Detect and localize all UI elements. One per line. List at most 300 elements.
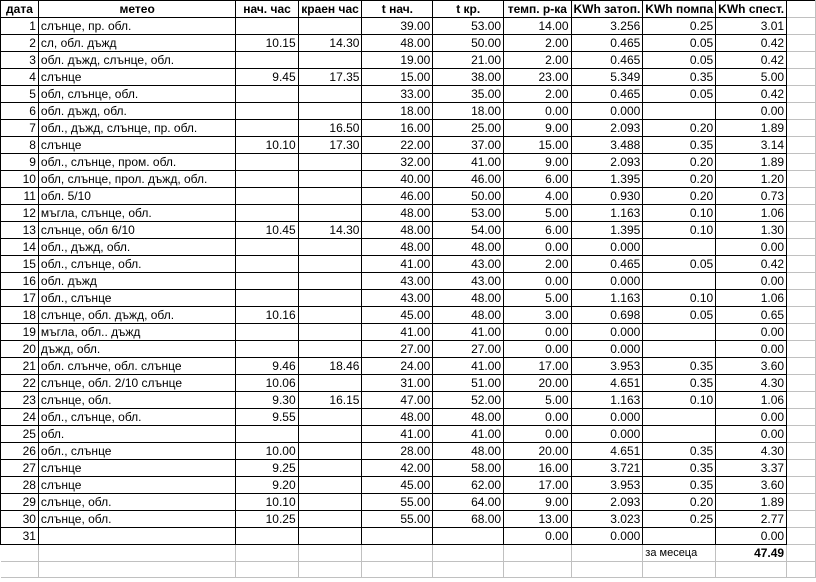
cell-kwh-saved[interactable]: 0.00 xyxy=(716,239,787,256)
cell-date[interactable]: 30 xyxy=(1,511,39,528)
cell-kwh-pump[interactable]: 0.05 xyxy=(643,307,716,324)
cell-t-start[interactable]: 46.00 xyxy=(362,188,433,205)
cell-t-end[interactable]: 43.00 xyxy=(433,256,504,273)
cell-kwh-saved[interactable]: 1.06 xyxy=(716,205,787,222)
empty-cell[interactable] xyxy=(643,562,716,578)
cell-end-time[interactable] xyxy=(298,460,362,477)
cell-end-time[interactable] xyxy=(298,494,362,511)
cell-kwh-heated[interactable]: 2.093 xyxy=(571,154,643,171)
empty-cell[interactable] xyxy=(787,307,816,324)
empty-cell[interactable] xyxy=(787,358,816,375)
cell-t-end[interactable]: 48.00 xyxy=(433,443,504,460)
cell-kwh-pump[interactable]: 0.10 xyxy=(643,290,716,307)
cell-kwh-saved[interactable]: 3.37 xyxy=(716,460,787,477)
empty-cell[interactable] xyxy=(571,562,643,578)
cell-kwh-saved[interactable]: 0.42 xyxy=(716,86,787,103)
header-cell-kwh-pump[interactable]: KWh помпа xyxy=(643,1,716,18)
cell-start-time[interactable] xyxy=(236,341,298,358)
cell-temp-diff[interactable]: 16.00 xyxy=(504,460,571,477)
cell-start-time[interactable] xyxy=(236,273,298,290)
cell-t-end[interactable] xyxy=(433,528,504,545)
cell-t-end[interactable]: 41.00 xyxy=(433,358,504,375)
cell-t-start[interactable]: 40.00 xyxy=(362,171,433,188)
cell-date[interactable]: 20 xyxy=(1,341,39,358)
cell-date[interactable]: 11 xyxy=(1,188,39,205)
cell-t-end[interactable]: 37.00 xyxy=(433,137,504,154)
cell-kwh-saved[interactable]: 0.00 xyxy=(716,103,787,120)
cell-kwh-heated[interactable]: 0.000 xyxy=(571,341,643,358)
cell-weather[interactable]: обл., слънце, обл. xyxy=(38,256,235,273)
cell-kwh-heated[interactable]: 1.163 xyxy=(571,392,643,409)
empty-cell[interactable] xyxy=(787,205,816,222)
cell-kwh-saved[interactable]: 0.00 xyxy=(716,426,787,443)
cell-end-time[interactable]: 17.30 xyxy=(298,137,362,154)
empty-cell[interactable] xyxy=(787,239,816,256)
empty-cell[interactable] xyxy=(787,392,816,409)
cell-start-time[interactable]: 10.45 xyxy=(236,222,298,239)
cell-kwh-saved[interactable]: 0.42 xyxy=(716,256,787,273)
cell-kwh-pump[interactable]: 0.05 xyxy=(643,35,716,52)
empty-cell[interactable] xyxy=(787,426,816,443)
cell-t-end[interactable]: 18.00 xyxy=(433,103,504,120)
cell-weather[interactable]: обл. слънче, обл. слънце xyxy=(38,358,235,375)
empty-cell[interactable] xyxy=(787,1,816,18)
cell-temp-diff[interactable]: 15.00 xyxy=(504,137,571,154)
cell-kwh-heated[interactable]: 0.000 xyxy=(571,409,643,426)
cell-start-time[interactable] xyxy=(236,171,298,188)
header-cell-end-time[interactable]: краен час xyxy=(298,1,362,18)
cell-temp-diff[interactable]: 9.00 xyxy=(504,494,571,511)
total-label[interactable]: за месеца xyxy=(643,545,716,562)
empty-cell[interactable] xyxy=(787,494,816,511)
cell-temp-diff[interactable]: 0.00 xyxy=(504,239,571,256)
cell-weather[interactable]: обл, слънце, прол. дъжд, обл. xyxy=(38,171,235,188)
empty-cell[interactable] xyxy=(787,545,816,562)
cell-t-start[interactable]: 48.00 xyxy=(362,205,433,222)
cell-date[interactable]: 15 xyxy=(1,256,39,273)
cell-t-start[interactable]: 48.00 xyxy=(362,35,433,52)
empty-cell[interactable] xyxy=(433,545,504,562)
cell-t-start[interactable]: 48.00 xyxy=(362,409,433,426)
cell-date[interactable]: 29 xyxy=(1,494,39,511)
cell-kwh-saved[interactable]: 0.00 xyxy=(716,528,787,545)
cell-end-time[interactable] xyxy=(298,409,362,426)
cell-kwh-pump[interactable]: 0.10 xyxy=(643,222,716,239)
cell-weather[interactable]: обл., слънце xyxy=(38,443,235,460)
cell-weather[interactable]: слънце, обл 6/10 xyxy=(38,222,235,239)
cell-t-start[interactable]: 24.00 xyxy=(362,358,433,375)
cell-start-time[interactable]: 9.30 xyxy=(236,392,298,409)
cell-date[interactable]: 17 xyxy=(1,290,39,307)
cell-weather[interactable]: обл. дъжд xyxy=(38,273,235,290)
cell-weather[interactable]: сл, обл. дъжд xyxy=(38,35,235,52)
cell-t-start[interactable]: 43.00 xyxy=(362,273,433,290)
cell-end-time[interactable] xyxy=(298,256,362,273)
cell-weather[interactable]: обл. дъжд, обл. xyxy=(38,103,235,120)
cell-kwh-saved[interactable]: 5.00 xyxy=(716,69,787,86)
header-cell-start-time[interactable]: нач. час xyxy=(236,1,298,18)
cell-end-time[interactable] xyxy=(298,375,362,392)
cell-weather[interactable]: слънце, обл. 2/10 слънце xyxy=(38,375,235,392)
cell-kwh-saved[interactable]: 2.77 xyxy=(716,511,787,528)
cell-weather[interactable]: обл., дъжд, слънце, пр. обл. xyxy=(38,120,235,137)
cell-start-time[interactable]: 10.06 xyxy=(236,375,298,392)
cell-t-start[interactable]: 55.00 xyxy=(362,511,433,528)
cell-temp-diff[interactable]: 0.00 xyxy=(504,273,571,290)
cell-kwh-heated[interactable]: 0.698 xyxy=(571,307,643,324)
cell-kwh-heated[interactable]: 1.163 xyxy=(571,290,643,307)
cell-kwh-heated[interactable]: 5.349 xyxy=(571,69,643,86)
cell-date[interactable]: 23 xyxy=(1,392,39,409)
cell-date[interactable]: 18 xyxy=(1,307,39,324)
cell-t-start[interactable]: 45.00 xyxy=(362,477,433,494)
cell-end-time[interactable] xyxy=(298,171,362,188)
cell-start-time[interactable] xyxy=(236,103,298,120)
cell-t-end[interactable]: 38.00 xyxy=(433,69,504,86)
cell-kwh-saved[interactable]: 3.01 xyxy=(716,18,787,35)
cell-date[interactable]: 19 xyxy=(1,324,39,341)
cell-weather[interactable]: слънце, обл. xyxy=(38,392,235,409)
cell-kwh-heated[interactable]: 3.721 xyxy=(571,460,643,477)
cell-kwh-pump[interactable]: 0.35 xyxy=(643,460,716,477)
cell-kwh-pump[interactable]: 0.35 xyxy=(643,137,716,154)
cell-temp-diff[interactable]: 0.00 xyxy=(504,103,571,120)
cell-end-time[interactable] xyxy=(298,528,362,545)
empty-cell[interactable] xyxy=(787,375,816,392)
cell-date[interactable]: 1 xyxy=(1,18,39,35)
cell-t-start[interactable]: 48.00 xyxy=(362,239,433,256)
cell-end-time[interactable] xyxy=(298,188,362,205)
cell-temp-diff[interactable]: 0.00 xyxy=(504,528,571,545)
empty-cell[interactable] xyxy=(787,324,816,341)
cell-weather[interactable]: слънце xyxy=(38,477,235,494)
cell-date[interactable]: 13 xyxy=(1,222,39,239)
cell-date[interactable]: 6 xyxy=(1,103,39,120)
empty-cell[interactable] xyxy=(716,562,787,578)
empty-cell[interactable] xyxy=(787,52,816,69)
cell-end-time[interactable] xyxy=(298,307,362,324)
cell-temp-diff[interactable]: 5.00 xyxy=(504,290,571,307)
cell-weather[interactable]: слънце xyxy=(38,137,235,154)
cell-kwh-saved[interactable]: 0.00 xyxy=(716,273,787,290)
cell-date[interactable]: 10 xyxy=(1,171,39,188)
cell-t-start[interactable]: 47.00 xyxy=(362,392,433,409)
cell-kwh-pump[interactable] xyxy=(643,239,716,256)
cell-start-time[interactable]: 9.20 xyxy=(236,477,298,494)
empty-cell[interactable] xyxy=(787,120,816,137)
cell-date[interactable]: 24 xyxy=(1,409,39,426)
cell-temp-diff[interactable]: 2.00 xyxy=(504,256,571,273)
cell-temp-diff[interactable]: 2.00 xyxy=(504,52,571,69)
cell-temp-diff[interactable]: 2.00 xyxy=(504,35,571,52)
cell-date[interactable]: 22 xyxy=(1,375,39,392)
cell-start-time[interactable]: 9.45 xyxy=(236,69,298,86)
cell-temp-diff[interactable]: 20.00 xyxy=(504,375,571,392)
cell-end-time[interactable]: 17.35 xyxy=(298,69,362,86)
cell-weather[interactable]: слънце xyxy=(38,69,235,86)
cell-date[interactable]: 2 xyxy=(1,35,39,52)
cell-kwh-heated[interactable]: 2.093 xyxy=(571,494,643,511)
empty-cell[interactable] xyxy=(787,562,816,578)
cell-end-time[interactable]: 14.30 xyxy=(298,35,362,52)
cell-kwh-saved[interactable]: 1.30 xyxy=(716,222,787,239)
cell-weather[interactable] xyxy=(38,528,235,545)
cell-t-start[interactable]: 55.00 xyxy=(362,494,433,511)
cell-kwh-pump[interactable]: 0.25 xyxy=(643,511,716,528)
cell-kwh-heated[interactable]: 3.953 xyxy=(571,477,643,494)
empty-cell[interactable] xyxy=(787,511,816,528)
total-value[interactable]: 47.49 xyxy=(716,545,787,562)
empty-cell[interactable] xyxy=(787,290,816,307)
cell-t-end[interactable]: 41.00 xyxy=(433,324,504,341)
cell-t-start[interactable]: 43.00 xyxy=(362,290,433,307)
cell-t-end[interactable]: 41.00 xyxy=(433,154,504,171)
cell-weather[interactable]: слънце, пр. обл. xyxy=(38,18,235,35)
cell-temp-diff[interactable]: 20.00 xyxy=(504,443,571,460)
cell-t-end[interactable]: 41.00 xyxy=(433,426,504,443)
cell-start-time[interactable] xyxy=(236,120,298,137)
cell-t-end[interactable]: 25.00 xyxy=(433,120,504,137)
cell-kwh-heated[interactable]: 3.023 xyxy=(571,511,643,528)
cell-kwh-pump[interactable]: 0.35 xyxy=(643,69,716,86)
cell-kwh-saved[interactable]: 0.65 xyxy=(716,307,787,324)
cell-start-time[interactable]: 10.25 xyxy=(236,511,298,528)
cell-weather[interactable]: слънце, обл. дъжд, обл. xyxy=(38,307,235,324)
cell-kwh-heated[interactable]: 3.953 xyxy=(571,358,643,375)
cell-kwh-heated[interactable]: 3.256 xyxy=(571,18,643,35)
cell-date[interactable]: 26 xyxy=(1,443,39,460)
cell-date[interactable]: 21 xyxy=(1,358,39,375)
empty-cell[interactable] xyxy=(38,545,235,562)
cell-weather[interactable]: обл, слънце, обл. xyxy=(38,86,235,103)
cell-start-time[interactable] xyxy=(236,52,298,69)
cell-kwh-pump[interactable] xyxy=(643,409,716,426)
cell-t-end[interactable]: 46.00 xyxy=(433,171,504,188)
header-cell-t-end[interactable]: t кр. xyxy=(433,1,504,18)
cell-end-time[interactable]: 18.46 xyxy=(298,358,362,375)
cell-kwh-saved[interactable]: 1.06 xyxy=(716,392,787,409)
cell-weather[interactable]: обл. xyxy=(38,426,235,443)
cell-t-end[interactable]: 58.00 xyxy=(433,460,504,477)
cell-kwh-pump[interactable]: 0.05 xyxy=(643,256,716,273)
cell-date[interactable]: 14 xyxy=(1,239,39,256)
cell-temp-diff[interactable]: 2.00 xyxy=(504,86,571,103)
cell-temp-diff[interactable]: 13.00 xyxy=(504,511,571,528)
empty-cell[interactable] xyxy=(787,35,816,52)
cell-temp-diff[interactable]: 14.00 xyxy=(504,18,571,35)
header-cell-date[interactable]: дата xyxy=(1,1,39,18)
empty-cell[interactable] xyxy=(504,545,571,562)
cell-start-time[interactable] xyxy=(236,205,298,222)
cell-end-time[interactable] xyxy=(298,239,362,256)
cell-start-time[interactable] xyxy=(236,18,298,35)
cell-date[interactable]: 16 xyxy=(1,273,39,290)
cell-start-time[interactable]: 10.00 xyxy=(236,443,298,460)
empty-cell[interactable] xyxy=(787,86,816,103)
cell-weather[interactable]: слънце xyxy=(38,460,235,477)
cell-date[interactable]: 5 xyxy=(1,86,39,103)
cell-temp-diff[interactable]: 0.00 xyxy=(504,426,571,443)
empty-cell[interactable] xyxy=(787,18,816,35)
cell-t-end[interactable]: 54.00 xyxy=(433,222,504,239)
cell-weather[interactable]: мъгла, слънце, обл. xyxy=(38,205,235,222)
cell-date[interactable]: 12 xyxy=(1,205,39,222)
cell-end-time[interactable]: 16.50 xyxy=(298,120,362,137)
cell-temp-diff[interactable]: 4.00 xyxy=(504,188,571,205)
cell-t-end[interactable]: 48.00 xyxy=(433,307,504,324)
cell-start-time[interactable] xyxy=(236,188,298,205)
cell-end-time[interactable] xyxy=(298,154,362,171)
cell-kwh-pump[interactable]: 0.20 xyxy=(643,188,716,205)
cell-t-start[interactable]: 16.00 xyxy=(362,120,433,137)
cell-weather[interactable]: обл., слънце, пром. обл. xyxy=(38,154,235,171)
cell-start-time[interactable]: 10.10 xyxy=(236,494,298,511)
cell-start-time[interactable]: 9.46 xyxy=(236,358,298,375)
cell-kwh-pump[interactable] xyxy=(643,103,716,120)
cell-temp-diff[interactable]: 5.00 xyxy=(504,392,571,409)
cell-weather[interactable]: обл., слънце, обл. xyxy=(38,409,235,426)
empty-cell[interactable] xyxy=(787,69,816,86)
cell-temp-diff[interactable]: 6.00 xyxy=(504,222,571,239)
cell-kwh-saved[interactable]: 0.42 xyxy=(716,35,787,52)
cell-t-start[interactable]: 48.00 xyxy=(362,222,433,239)
cell-t-end[interactable]: 21.00 xyxy=(433,52,504,69)
cell-t-start[interactable]: 39.00 xyxy=(362,18,433,35)
cell-date[interactable]: 31 xyxy=(1,528,39,545)
cell-t-end[interactable]: 27.00 xyxy=(433,341,504,358)
cell-end-time[interactable] xyxy=(298,341,362,358)
cell-kwh-pump[interactable]: 0.20 xyxy=(643,120,716,137)
cell-t-end[interactable]: 53.00 xyxy=(433,18,504,35)
empty-cell[interactable] xyxy=(787,443,816,460)
cell-start-time[interactable] xyxy=(236,86,298,103)
empty-cell[interactable] xyxy=(362,545,433,562)
cell-kwh-heated[interactable]: 0.000 xyxy=(571,426,643,443)
cell-end-time[interactable] xyxy=(298,52,362,69)
empty-cell[interactable] xyxy=(787,341,816,358)
cell-date[interactable]: 9 xyxy=(1,154,39,171)
cell-end-time[interactable] xyxy=(298,477,362,494)
cell-t-end[interactable]: 52.00 xyxy=(433,392,504,409)
cell-t-start[interactable]: 19.00 xyxy=(362,52,433,69)
cell-kwh-pump[interactable] xyxy=(643,273,716,290)
cell-kwh-pump[interactable] xyxy=(643,341,716,358)
cell-kwh-heated[interactable]: 0.000 xyxy=(571,103,643,120)
cell-kwh-saved[interactable]: 4.30 xyxy=(716,443,787,460)
cell-kwh-heated[interactable]: 0.000 xyxy=(571,324,643,341)
cell-t-start[interactable]: 42.00 xyxy=(362,460,433,477)
header-cell-kwh-saved[interactable]: KWh спест. xyxy=(716,1,787,18)
cell-kwh-heated[interactable]: 4.651 xyxy=(571,375,643,392)
cell-kwh-heated[interactable]: 2.093 xyxy=(571,120,643,137)
cell-t-end[interactable]: 51.00 xyxy=(433,375,504,392)
cell-temp-diff[interactable]: 0.00 xyxy=(504,324,571,341)
cell-end-time[interactable] xyxy=(298,205,362,222)
cell-start-time[interactable]: 9.25 xyxy=(236,460,298,477)
cell-start-time[interactable] xyxy=(236,256,298,273)
empty-cell[interactable] xyxy=(433,562,504,578)
cell-end-time[interactable]: 16.15 xyxy=(298,392,362,409)
cell-t-end[interactable]: 68.00 xyxy=(433,511,504,528)
cell-t-end[interactable]: 43.00 xyxy=(433,273,504,290)
empty-cell[interactable] xyxy=(787,222,816,239)
cell-temp-diff[interactable]: 23.00 xyxy=(504,69,571,86)
header-cell-temp-diff[interactable]: темп. р-ка xyxy=(504,1,571,18)
cell-kwh-heated[interactable]: 0.000 xyxy=(571,273,643,290)
cell-kwh-pump[interactable]: 0.10 xyxy=(643,392,716,409)
cell-date[interactable]: 4 xyxy=(1,69,39,86)
cell-end-time[interactable] xyxy=(298,324,362,341)
cell-temp-diff[interactable]: 0.00 xyxy=(504,341,571,358)
cell-date[interactable]: 25 xyxy=(1,426,39,443)
cell-kwh-saved[interactable]: 3.60 xyxy=(716,477,787,494)
cell-t-end[interactable]: 35.00 xyxy=(433,86,504,103)
cell-kwh-saved[interactable]: 1.06 xyxy=(716,290,787,307)
empty-cell[interactable] xyxy=(787,273,816,290)
cell-temp-diff[interactable]: 17.00 xyxy=(504,358,571,375)
cell-kwh-saved[interactable]: 0.42 xyxy=(716,52,787,69)
cell-kwh-pump[interactable]: 0.20 xyxy=(643,494,716,511)
cell-kwh-saved[interactable]: 0.73 xyxy=(716,188,787,205)
cell-date[interactable]: 8 xyxy=(1,137,39,154)
cell-start-time[interactable]: 10.10 xyxy=(236,137,298,154)
cell-kwh-saved[interactable]: 0.00 xyxy=(716,341,787,358)
cell-kwh-heated[interactable]: 1.163 xyxy=(571,205,643,222)
cell-start-time[interactable]: 10.15 xyxy=(236,35,298,52)
empty-cell[interactable] xyxy=(236,545,298,562)
empty-cell[interactable] xyxy=(362,562,433,578)
cell-kwh-saved[interactable]: 4.30 xyxy=(716,375,787,392)
cell-kwh-heated[interactable]: 0.465 xyxy=(571,35,643,52)
cell-kwh-heated[interactable]: 0.000 xyxy=(571,239,643,256)
empty-cell[interactable] xyxy=(298,562,362,578)
empty-cell[interactable] xyxy=(787,137,816,154)
empty-cell[interactable] xyxy=(787,256,816,273)
cell-temp-diff[interactable]: 5.00 xyxy=(504,205,571,222)
cell-kwh-pump[interactable]: 0.20 xyxy=(643,171,716,188)
cell-t-start[interactable]: 18.00 xyxy=(362,103,433,120)
cell-t-end[interactable]: 48.00 xyxy=(433,290,504,307)
cell-start-time[interactable] xyxy=(236,290,298,307)
cell-t-end[interactable]: 48.00 xyxy=(433,409,504,426)
cell-kwh-pump[interactable]: 0.10 xyxy=(643,205,716,222)
cell-t-end[interactable]: 64.00 xyxy=(433,494,504,511)
empty-cell[interactable] xyxy=(787,188,816,205)
cell-end-time[interactable] xyxy=(298,511,362,528)
cell-t-end[interactable]: 53.00 xyxy=(433,205,504,222)
cell-end-time[interactable]: 14.30 xyxy=(298,222,362,239)
cell-end-time[interactable] xyxy=(298,443,362,460)
header-cell-t-start[interactable]: t нач. xyxy=(362,1,433,18)
cell-t-end[interactable]: 62.00 xyxy=(433,477,504,494)
cell-kwh-heated[interactable]: 0.000 xyxy=(571,528,643,545)
cell-kwh-pump[interactable]: 0.05 xyxy=(643,52,716,69)
cell-kwh-saved[interactable]: 3.14 xyxy=(716,137,787,154)
cell-kwh-pump[interactable]: 0.35 xyxy=(643,477,716,494)
cell-kwh-heated[interactable]: 1.395 xyxy=(571,171,643,188)
empty-cell[interactable] xyxy=(504,562,571,578)
cell-weather[interactable]: мъгла, обл.. дъжд xyxy=(38,324,235,341)
cell-temp-diff[interactable]: 17.00 xyxy=(504,477,571,494)
cell-temp-diff[interactable]: 6.00 xyxy=(504,171,571,188)
cell-end-time[interactable] xyxy=(298,18,362,35)
cell-end-time[interactable] xyxy=(298,103,362,120)
cell-kwh-saved[interactable]: 0.00 xyxy=(716,324,787,341)
cell-kwh-pump[interactable]: 0.25 xyxy=(643,18,716,35)
empty-cell[interactable] xyxy=(787,477,816,494)
cell-date[interactable]: 3 xyxy=(1,52,39,69)
cell-start-time[interactable] xyxy=(236,154,298,171)
